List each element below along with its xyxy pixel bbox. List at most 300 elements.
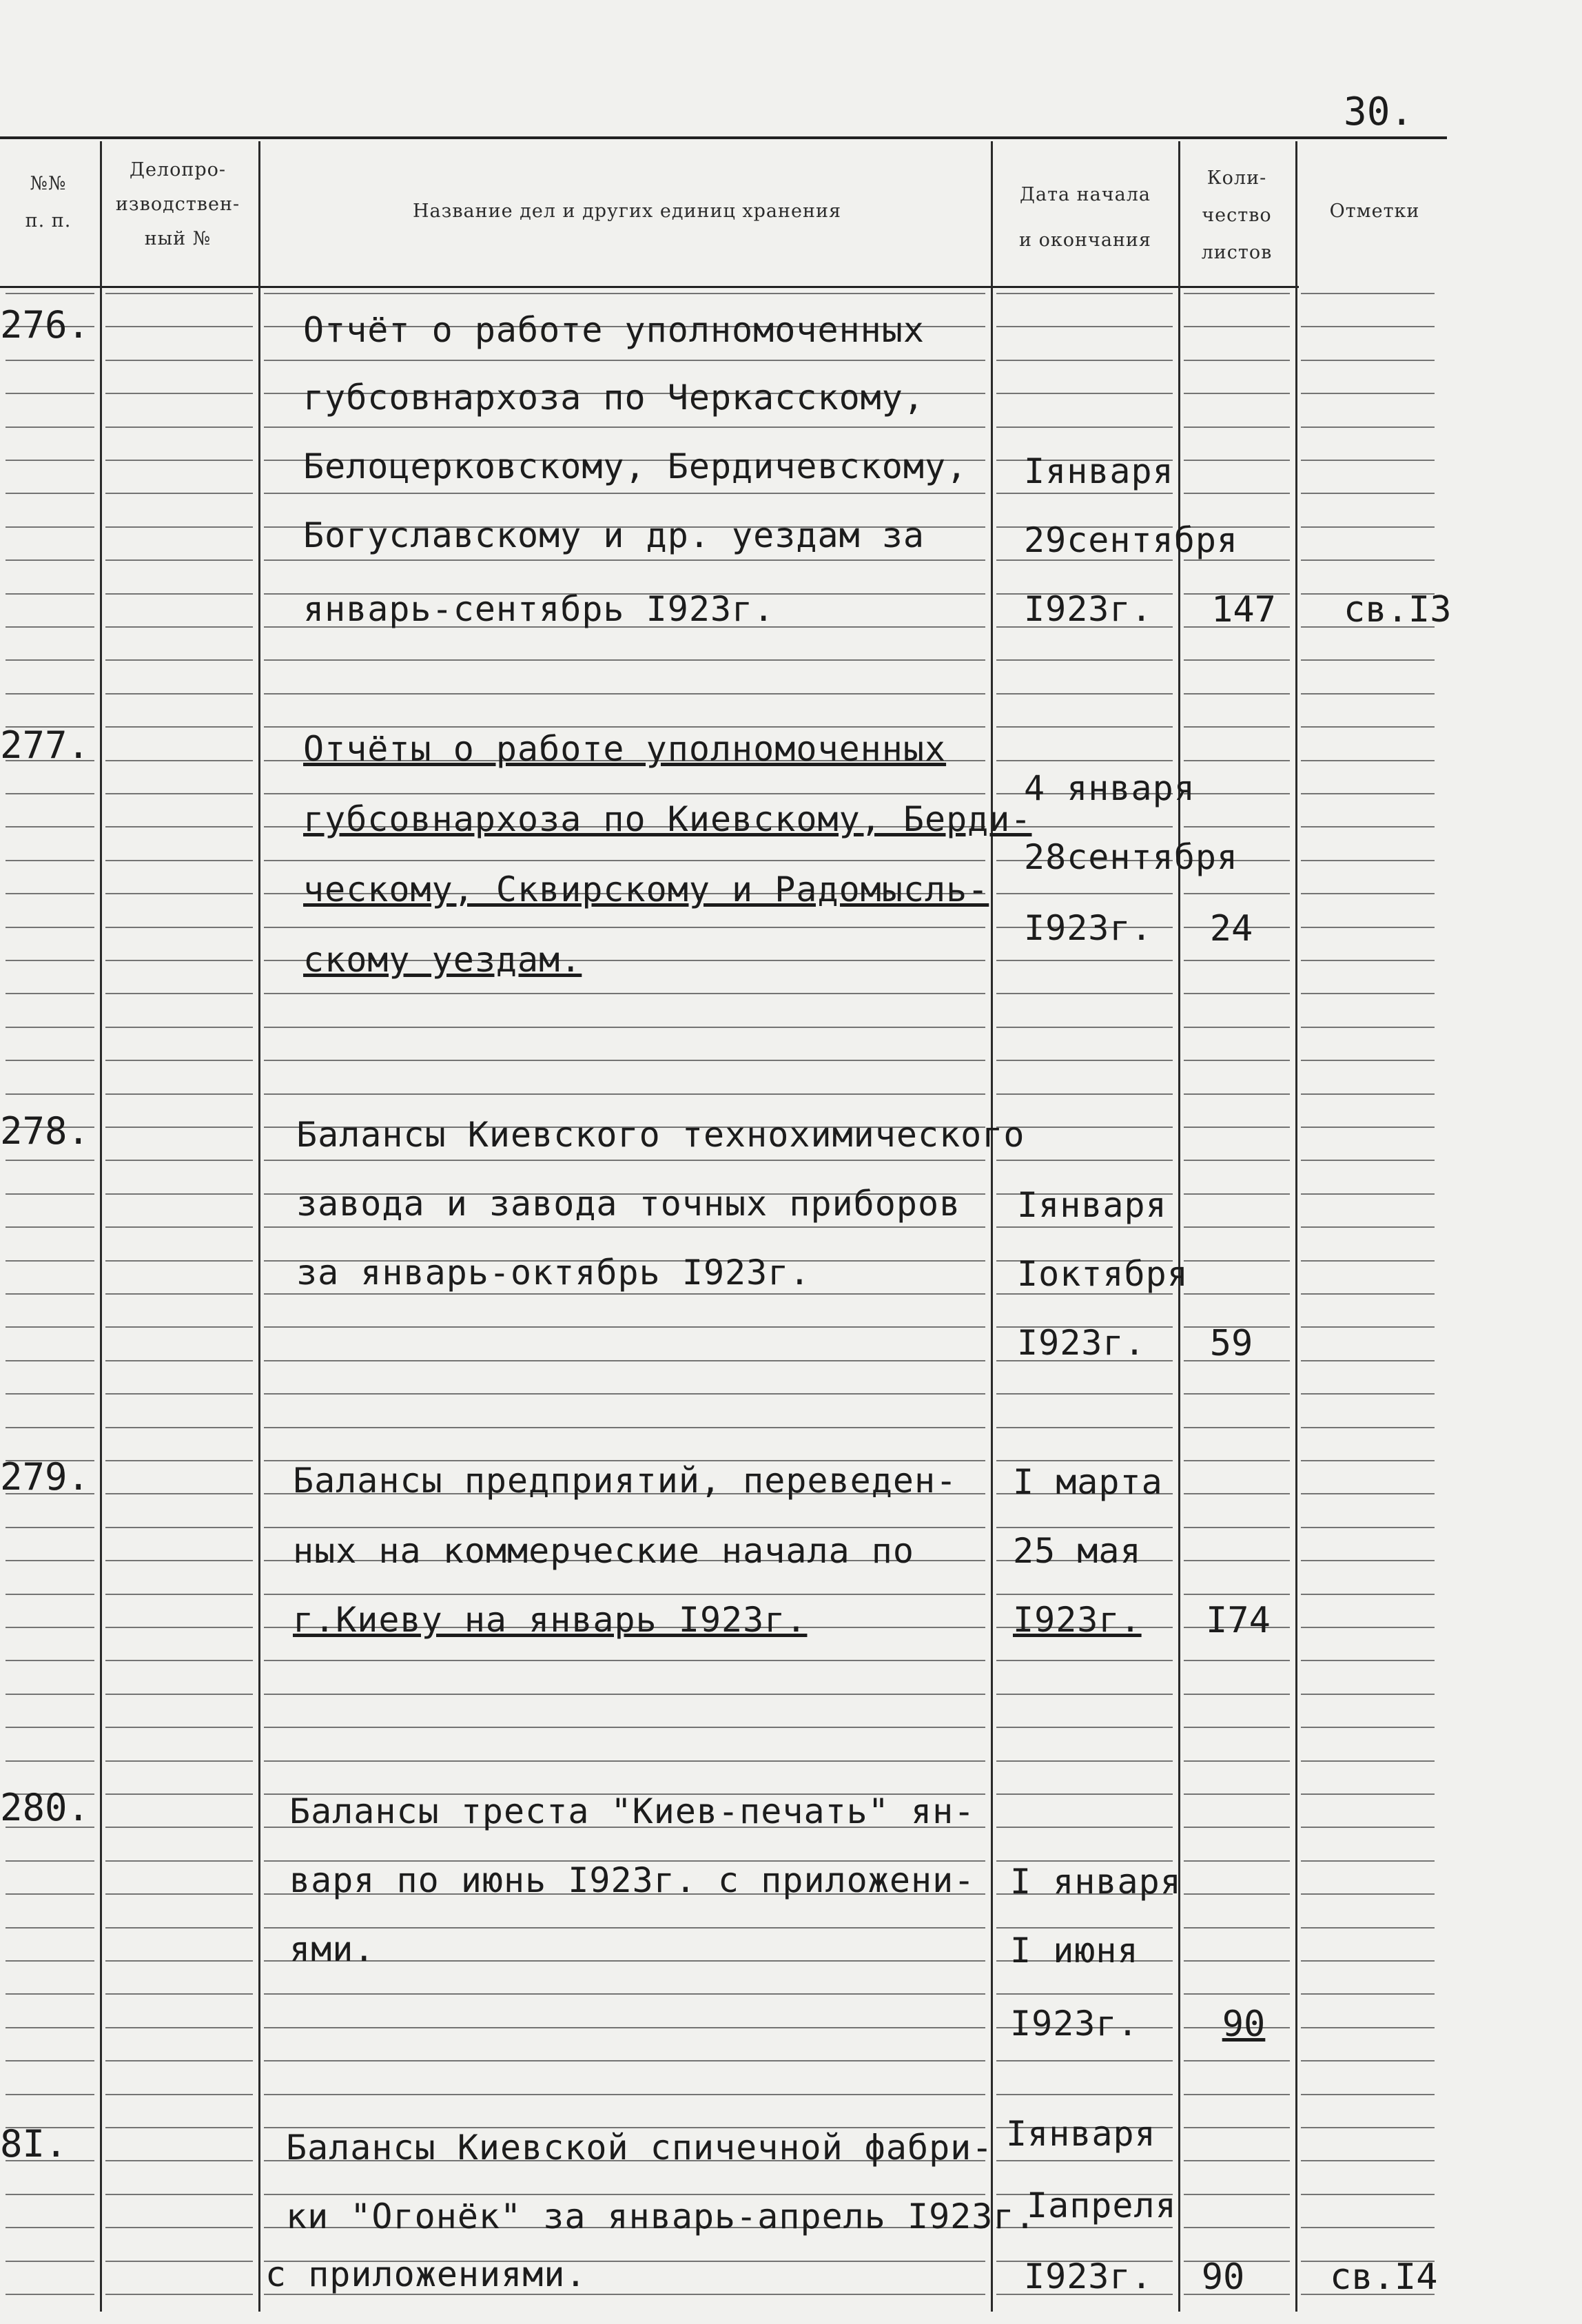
ruled-line (6, 1027, 94, 1028)
ruled-line (264, 1694, 985, 1695)
ruled-line (996, 1827, 1173, 1828)
ruled-line (6, 1960, 94, 1962)
ruled-line (996, 493, 1173, 494)
ruled-line (1184, 1694, 1290, 1695)
ruled-line (264, 493, 985, 494)
ruled-line (1184, 2194, 1290, 2195)
ruled-line (105, 460, 253, 461)
ruled-line (996, 393, 1173, 394)
entry-date-line: I марта (1013, 1462, 1163, 1502)
ruled-line (996, 1027, 1173, 1028)
ruled-line (6, 2027, 94, 2028)
ruled-line (1301, 1093, 1435, 1095)
ruled-line (105, 593, 253, 595)
header-office-line1: Делопро- (130, 159, 226, 181)
ruled-line (105, 1326, 253, 1328)
entry-sheet-count: I74 (1206, 1600, 1271, 1641)
ruled-line (1184, 2160, 1290, 2161)
ruled-line (6, 1193, 94, 1195)
col-divider-4 (1178, 141, 1180, 2312)
ruled-line (105, 893, 253, 894)
ruled-line (1301, 1727, 1435, 1728)
ruled-line (6, 993, 94, 994)
entry-sheet-count: 59 (1209, 1323, 1253, 1364)
ruled-line (6, 793, 94, 794)
ruled-line (996, 1760, 1173, 1762)
ruled-line (1301, 927, 1435, 928)
ruled-line (1301, 2060, 1435, 2061)
ruled-line (1301, 326, 1435, 327)
ruled-line (996, 1927, 1173, 1929)
ruled-line (996, 760, 1173, 761)
header-count-line3: листов (1201, 242, 1273, 263)
ruled-line (1184, 1027, 1290, 1028)
ruled-line (1184, 2127, 1290, 2128)
ruled-line (6, 2060, 94, 2061)
ruled-line (1301, 826, 1435, 827)
ruled-line (264, 726, 985, 728)
ruled-line (264, 1293, 985, 1295)
ruled-line (1301, 1226, 1435, 1228)
ruled-line (1184, 1827, 1290, 1828)
ruled-line (6, 1560, 94, 1561)
ruled-line (105, 2261, 253, 2262)
ruled-line (264, 860, 985, 861)
header-num-line2: п. п. (25, 210, 72, 232)
ruled-line (264, 1527, 985, 1528)
ruled-line (1184, 1560, 1290, 1561)
ruled-line (105, 526, 253, 528)
entry-title-line: январь-сентябрь I923г. (303, 589, 775, 629)
ruled-line (6, 860, 94, 861)
ruled-line (264, 1160, 985, 1161)
ruled-line (1184, 1760, 1290, 1762)
ruled-line (1301, 1027, 1435, 1028)
ruled-line (1184, 1226, 1290, 1228)
entry-date-line: I923г. (1024, 589, 1153, 629)
ruled-line (1184, 493, 1290, 494)
header-top-rule (0, 136, 1447, 139)
ruled-line (1184, 293, 1290, 294)
ruled-line (105, 393, 253, 394)
ruled-line (1184, 960, 1290, 961)
ruled-line (1301, 1127, 1435, 1128)
ruled-line (264, 2027, 985, 2028)
col-divider-5 (1295, 141, 1297, 2312)
ruled-line (105, 760, 253, 761)
ruled-line (1184, 2094, 1290, 2095)
entry-date-line: 4 января (1024, 768, 1195, 808)
entry-title-line: ных на коммерческие начала по (293, 1531, 914, 1571)
ruled-line (105, 1793, 253, 1795)
ruled-line (264, 360, 985, 361)
ruled-line (6, 426, 94, 428)
entry-title-line: Отчёты о работе уполномоченных (303, 729, 947, 769)
entry-title-line: Белоцерковскому, Бердичевскому, (303, 446, 968, 486)
entry-date-line: Iапреля (1027, 2186, 1177, 2225)
ruled-line (1184, 460, 1290, 461)
header-dates-line2: и окончания (1019, 229, 1151, 251)
ruled-line (1184, 393, 1290, 394)
ruled-line (1184, 1493, 1290, 1494)
ruled-line (6, 2261, 94, 2262)
ruled-line (1184, 760, 1290, 761)
ruled-line (996, 426, 1173, 428)
ruled-line (6, 1393, 94, 1395)
ruled-line (264, 1993, 985, 1995)
entry-sheet-count: 90 (1201, 2256, 1245, 2298)
ruled-line (264, 1927, 985, 1929)
ruled-line (6, 1694, 94, 1695)
entry-date-line: Iянваря (1006, 2114, 1156, 2154)
ruled-line (105, 1260, 253, 1262)
ruled-line (1184, 726, 1290, 728)
ruled-line (264, 1027, 985, 1028)
entry-title-line: Балансы треста "Киев-печать" ян- (289, 1791, 976, 1831)
ruled-line (1184, 1427, 1290, 1428)
ruled-line (1184, 1093, 1290, 1095)
ruled-line (1301, 526, 1435, 528)
ruled-line (264, 793, 985, 794)
ruled-line (6, 893, 94, 894)
ruled-line (996, 1793, 1173, 1795)
ruled-line (1301, 793, 1435, 794)
ruled-line (105, 1226, 253, 1228)
ruled-line (996, 893, 1173, 894)
ruled-line (1301, 1594, 1435, 1595)
entry-date-line: Iянваря (1024, 451, 1174, 491)
ruled-line (264, 1226, 985, 1228)
ruled-line (6, 1893, 94, 1895)
entry-date-line: I923г. (1013, 1600, 1142, 1640)
ruled-line (1301, 1460, 1435, 1461)
ruled-line (105, 1427, 253, 1428)
ruled-line (1301, 1060, 1435, 1061)
header-count-line2: чество (1202, 205, 1272, 226)
ruled-line (1184, 1460, 1290, 1461)
entry-sheet-count: 147 (1211, 589, 1276, 630)
ruled-line (264, 559, 985, 561)
ruled-line (1301, 2194, 1435, 2195)
ruled-line (996, 726, 1173, 728)
ruled-line (1301, 1493, 1435, 1494)
entry-number: 278. (0, 1109, 90, 1153)
entry-date-line: I923г. (1010, 2004, 1139, 2044)
ruled-line (1301, 726, 1435, 728)
ruled-line (105, 1027, 253, 1028)
ruled-line (1301, 693, 1435, 695)
ruled-line (1184, 1594, 1290, 1595)
ruled-line (1301, 1393, 1435, 1395)
ruled-line (1301, 1627, 1435, 1628)
ruled-line (1301, 2127, 1435, 2128)
entry-title-line: Балансы предприятий, переведен- (293, 1461, 958, 1501)
ruled-line (1301, 2160, 1435, 2161)
ruled-line (105, 1760, 253, 1762)
ruled-line (996, 659, 1173, 661)
ruled-line (6, 1527, 94, 1528)
ruled-line (996, 2060, 1173, 2061)
ruled-line (1301, 960, 1435, 961)
ruled-line (264, 659, 985, 661)
ruled-line (1184, 693, 1290, 695)
ruled-line (1184, 1793, 1290, 1795)
ruled-line (105, 1527, 253, 1528)
ruled-line (1301, 493, 1435, 494)
ruled-line (105, 1594, 253, 1595)
ruled-line (105, 1127, 253, 1128)
ruled-line (264, 1660, 985, 1661)
ruled-line (1184, 1260, 1290, 1262)
ruled-line (6, 2227, 94, 2228)
ruled-line (996, 1427, 1173, 1428)
ruled-line (1184, 1293, 1290, 1295)
ruled-line (6, 1160, 94, 1161)
entry-number: 280. (0, 1786, 90, 1829)
ruled-line (996, 293, 1173, 294)
ruled-line (1301, 1793, 1435, 1795)
ruled-line (6, 393, 94, 394)
ruled-line (1301, 893, 1435, 894)
ruled-line (105, 1827, 253, 1828)
ruled-line (1301, 460, 1435, 461)
entry-title-line: губсовнархоза по Черкасскому, (303, 378, 925, 418)
ruled-line (105, 559, 253, 561)
ruled-line (264, 1727, 985, 1728)
ruled-line (1301, 1160, 1435, 1161)
ruled-line (264, 293, 985, 294)
ruled-line (264, 1360, 985, 1361)
entry-number: 276. (0, 303, 90, 347)
entry-title-line: скому уездам. (303, 940, 582, 980)
ruled-line (1301, 1760, 1435, 1762)
header-num-line1: №№ (30, 173, 67, 194)
ruled-line (6, 1093, 94, 1095)
ruled-line (105, 993, 253, 994)
ruled-line (105, 1193, 253, 1195)
ruled-line (996, 1226, 1173, 1228)
ruled-line (1184, 793, 1290, 794)
entry-sheet-count: 24 (1209, 908, 1253, 949)
ruled-line (1184, 826, 1290, 827)
entry-title-line: Балансы Киевского технохимического (296, 1115, 1025, 1155)
ruled-line (1184, 1993, 1290, 1995)
ruled-line (105, 1694, 253, 1695)
ruled-line (996, 1160, 1173, 1161)
ruled-line (1301, 659, 1435, 661)
ruled-line (6, 1660, 94, 1661)
ruled-line (996, 1460, 1173, 1461)
ruled-line (105, 1893, 253, 1895)
ruled-line (6, 559, 94, 561)
ruled-line (1301, 1326, 1435, 1328)
ruled-line (264, 993, 985, 994)
ruled-line (1301, 1660, 1435, 1661)
ruled-line (1184, 1193, 1290, 1195)
ruled-line (1184, 1927, 1290, 1929)
ruled-line (1301, 2027, 1435, 2028)
entry-date-line: I923г. (1024, 2256, 1153, 2296)
ruled-line (6, 293, 94, 294)
ruled-line (1301, 293, 1435, 294)
ruled-line (105, 793, 253, 794)
header-sheet-count (1180, 160, 1294, 271)
ruled-line (1184, 1060, 1290, 1061)
entry-number: 277. (0, 723, 90, 767)
ruled-line (1301, 1560, 1435, 1561)
ruled-line (6, 460, 94, 461)
ruled-line (105, 493, 253, 494)
ruled-line (996, 1093, 1173, 1095)
ruled-line (105, 960, 253, 961)
ruled-line (105, 360, 253, 361)
ruled-line (1301, 360, 1435, 361)
entry-title-line: ями. (289, 1929, 376, 1969)
ruled-line (6, 360, 94, 361)
ruled-line (105, 1860, 253, 1862)
ruled-line (105, 1293, 253, 1295)
ruled-line (6, 593, 94, 595)
ruled-line (264, 1060, 985, 1061)
ruled-line (6, 1760, 94, 1762)
ruled-line (1301, 426, 1435, 428)
ruled-line (1184, 1727, 1290, 1728)
ruled-line (105, 1160, 253, 1161)
entry-date-line: Iоктября (1017, 1254, 1189, 1294)
ruled-line (6, 2294, 94, 2295)
ruled-line (105, 826, 253, 827)
ruled-line (1184, 1893, 1290, 1895)
ruled-line (105, 1060, 253, 1061)
ruled-line (1184, 893, 1290, 894)
header-bottom-rule (0, 286, 1299, 288)
header-dates-line1: Дата начала (1020, 184, 1151, 205)
entry-title-line: г.Киеву на январь I923г. (293, 1600, 808, 1640)
ruled-line (1184, 1660, 1290, 1661)
ruled-line (1301, 860, 1435, 861)
ruled-line (1184, 360, 1290, 361)
ruled-line (1301, 1360, 1435, 1361)
ruled-line (6, 1627, 94, 1628)
ruled-line (105, 860, 253, 861)
ruled-line (1301, 1993, 1435, 1995)
ruled-line (996, 1694, 1173, 1695)
ruled-line (996, 960, 1173, 961)
ruled-line (1184, 659, 1290, 661)
ruled-line (264, 2194, 985, 2195)
ruled-line (105, 1727, 253, 1728)
ruled-line (6, 1060, 94, 1061)
entry-date-line: Iянваря (1017, 1185, 1167, 1225)
ruled-line (264, 426, 985, 428)
entry-number: 279. (0, 1455, 90, 1499)
ruled-line (105, 2060, 253, 2061)
ruled-line (1301, 1927, 1435, 1929)
ruled-line (1301, 1293, 1435, 1295)
ruled-line (1184, 1160, 1290, 1161)
ruled-line (105, 2294, 253, 2295)
col-divider-3 (991, 141, 993, 2312)
entry-title-line: с приложениями. (265, 2254, 587, 2294)
ruled-line (996, 360, 1173, 361)
ruled-line (1184, 1960, 1290, 1962)
ruled-line (996, 693, 1173, 695)
header-dates (992, 172, 1178, 263)
ruled-line (105, 1993, 253, 1995)
entry-title-line: губсовнархоза по Киевскому, Берди- (303, 799, 1032, 839)
header-num (0, 165, 96, 240)
entry-title-line: варя по июнь I923г. с приложени- (289, 1860, 976, 1900)
ruled-line (1301, 1694, 1435, 1695)
ruled-line (6, 1360, 94, 1361)
ruled-line (1301, 1260, 1435, 1262)
entry-date-line: 28сентября (1024, 837, 1239, 877)
ruled-line (1184, 426, 1290, 428)
header-office-number (102, 153, 254, 256)
ruled-line (1301, 2094, 1435, 2095)
ruled-line (6, 826, 94, 827)
ruled-line (105, 326, 253, 327)
ruled-line (6, 1927, 94, 1929)
ruled-line (105, 2027, 253, 2028)
ruled-line (996, 2094, 1173, 2095)
ruled-line (264, 2060, 985, 2061)
ruled-line (264, 1594, 985, 1595)
entry-note: св.I4 (1330, 2256, 1438, 2298)
ruled-line (996, 1727, 1173, 1728)
ruled-line (1301, 993, 1435, 994)
ruled-line (6, 1727, 94, 1728)
header-title: Название дел и других единиц хранения (412, 200, 842, 222)
ruled-line (996, 1660, 1173, 1661)
ruled-line (105, 2227, 253, 2228)
ruled-line (996, 2160, 1173, 2161)
ruled-line (264, 1093, 985, 1095)
ruled-line (1301, 1893, 1435, 1895)
ruled-line (264, 1760, 985, 1762)
ruled-line (1301, 559, 1435, 561)
entry-date-line: 25 мая (1013, 1531, 1142, 1571)
ruled-line (105, 659, 253, 661)
ruled-line (1301, 1827, 1435, 1828)
ruled-line (105, 2194, 253, 2195)
ruled-line (105, 293, 253, 294)
entry-title-line: Богуславскому и др. уездам за (303, 515, 925, 555)
ruled-line (105, 726, 253, 728)
ruled-line (996, 1594, 1173, 1595)
ruled-line (996, 326, 1173, 327)
ruled-line (1301, 1427, 1435, 1428)
entry-date-line: I июня (1010, 1931, 1139, 1971)
ruled-line (105, 426, 253, 428)
entry-title-line: Отчёт о работе уполномоченных (303, 310, 925, 350)
entry-date-line: I923г. (1024, 908, 1153, 948)
ruled-line (105, 1093, 253, 1095)
ruled-line (1301, 1860, 1435, 1862)
ruled-line (996, 1993, 1173, 1995)
ruled-line (6, 960, 94, 961)
ruled-line (996, 1393, 1173, 1395)
ruled-line (6, 1226, 94, 1228)
ruled-line (1184, 326, 1290, 327)
ruled-line (105, 626, 253, 628)
header-office-line3: ный № (144, 228, 212, 249)
entry-sheet-count: 90 (1222, 2004, 1266, 2045)
ruled-line (1184, 1393, 1290, 1395)
ruled-line (105, 1960, 253, 1962)
entry-title-line: за январь-октябрь I923г. (296, 1253, 811, 1293)
ruled-line (105, 1927, 253, 1929)
